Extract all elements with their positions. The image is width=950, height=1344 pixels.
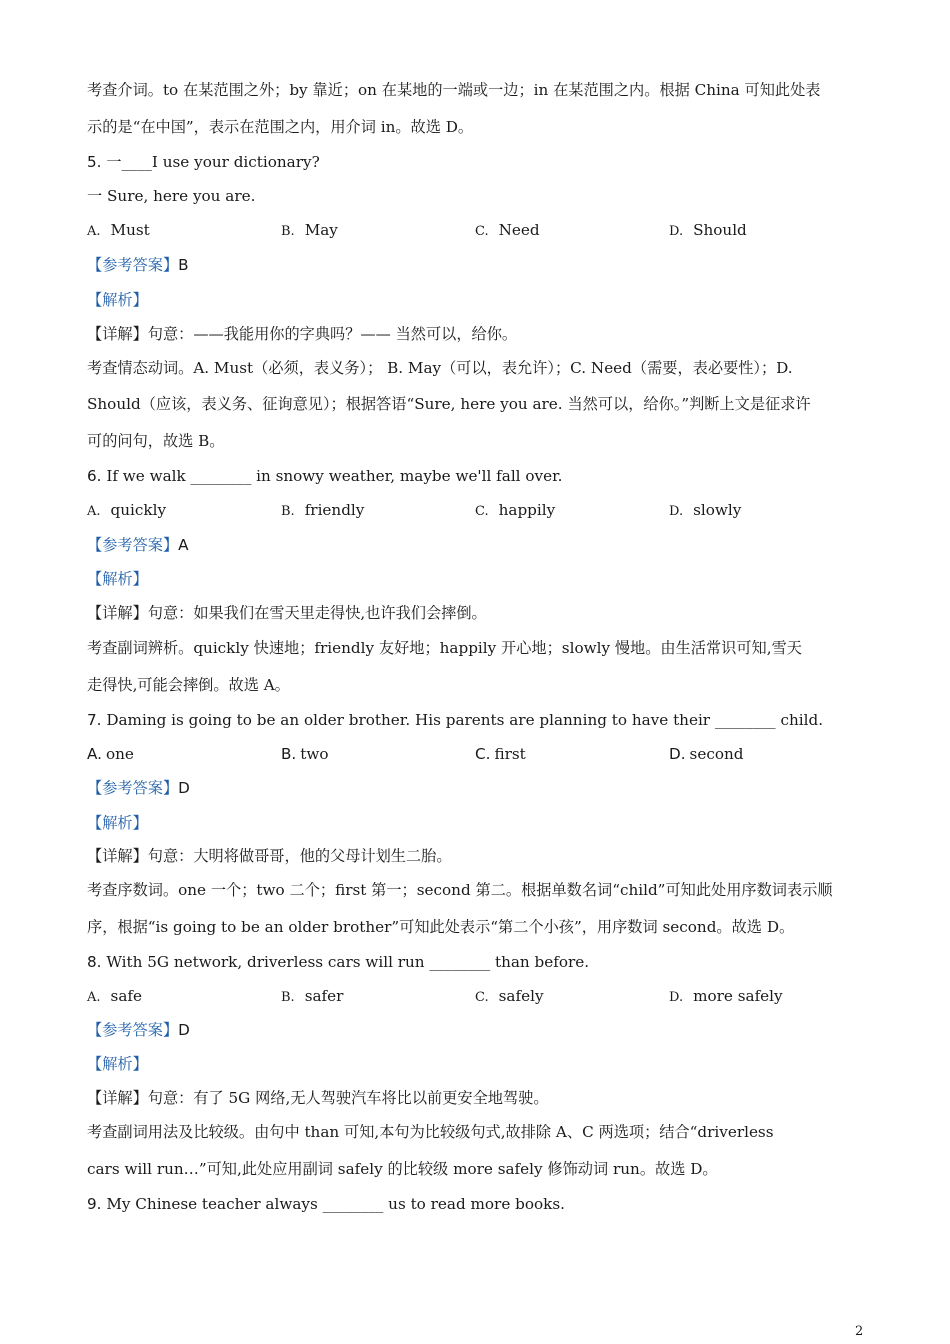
option-b: B. May	[281, 221, 338, 239]
question-5-answer	[87, 255, 189, 275]
answer-value: A	[178, 536, 189, 554]
detail-text: 句意：如果我们在雪天里走得快,也许我们会摔倒。	[147, 604, 487, 622]
detail-label: 【详解】	[87, 325, 148, 343]
option-c: C. first	[475, 745, 526, 763]
question-number: 6.	[87, 467, 102, 485]
option-c: C. Need	[475, 221, 540, 239]
question-number: 9.	[87, 1195, 102, 1213]
answer-label: 【参考答案】	[87, 256, 179, 274]
detail-label: 【详解】	[87, 1089, 148, 1107]
option-a: A. quickly	[87, 501, 167, 519]
question-9-stem	[87, 1194, 565, 1214]
question-5-detail	[87, 324, 517, 344]
question-8-detail	[87, 1088, 549, 1108]
answer-label: 【参考答案】	[87, 536, 179, 554]
detail-text: 句意：有了 5G 网络,无人驾驶汽车将比以前更安全地驾驶。	[147, 1089, 549, 1107]
question-6-analysis-label: 【解析】	[87, 570, 148, 588]
question-7-stem	[87, 710, 823, 730]
question-5-analysis-label: 【解析】	[87, 291, 148, 309]
question-6-options	[87, 500, 863, 520]
answer-value: D	[178, 1021, 190, 1039]
answer-value: D	[178, 779, 190, 797]
question-8-explain-line-2: cars will run…”可知,此处应用副词 safely 的比较级 more safely 修饰动词 run。故选 D。	[87, 1160, 718, 1178]
question-7-answer	[87, 778, 190, 798]
question-text: Daming is going to be an older brother. His parents are planning to have their ________ child.	[106, 711, 824, 729]
question-number: 8.	[87, 953, 102, 971]
option-d: D. Should	[669, 221, 747, 239]
question-8-answer	[87, 1020, 190, 1040]
question-8-stem	[87, 952, 589, 972]
detail-text: 句意：大明将做哥哥，他的父母计划生二胎。	[147, 847, 452, 865]
option-b: B. friendly	[281, 501, 365, 519]
question-text: My Chinese teacher always ________ us to read more books.	[106, 1195, 565, 1213]
question-7-analysis-label: 【解析】	[87, 814, 148, 832]
answer-label: 【参考答案】	[87, 1021, 179, 1039]
option-d: D. slowly	[669, 501, 742, 519]
option-b: B. two	[281, 745, 329, 763]
question-8-options	[87, 986, 863, 1006]
option-a: A. Must	[87, 221, 150, 239]
option-d: D. more safely	[669, 987, 783, 1005]
answer-label: 【参考答案】	[87, 779, 179, 797]
question-7-detail	[87, 846, 452, 866]
question-text: If we walk ________ in snowy weather, maybe we'll fall over.	[106, 467, 563, 485]
question-6-detail	[87, 603, 487, 623]
question-6-explain-line-1: 考查副词辨析。quickly 快速地；friendly 友好地；happily 开心地；slowly 慢地。由生活常识可知,雪天	[87, 639, 802, 657]
option-d: D. second	[669, 745, 744, 763]
question-6-stem	[87, 466, 563, 486]
question-number: 5.	[87, 153, 102, 171]
answer-value: B	[178, 256, 189, 274]
question-5-stem	[87, 152, 320, 172]
option-c: C. safely	[475, 987, 544, 1005]
question-text: 一____I use your dictionary?	[106, 153, 320, 171]
question-6-answer	[87, 535, 189, 555]
detail-text: 句意：——我能用你的字典吗？—— 当然可以，给你。	[147, 325, 518, 343]
page-number: 2	[855, 1324, 864, 1339]
detail-label: 【详解】	[87, 847, 148, 865]
question-7-explain-line-2: 序，根据“is going to be an older brother”可知此处表示“第二个小孩”，用序数词 second。故选 D。	[87, 918, 795, 936]
question-7-explain-line-1: 考查序数词。one 一个；two 二个；first 第一；second 第二。根据单数名词“child”可知此处用序数词表示顺	[87, 881, 833, 899]
question-6-explain-line-2: 走得快,可能会摔倒。故选 A。	[87, 676, 290, 694]
question-8-explain-line-1: 考查副词用法及比较级。由句中 than 可知,本句为比较级句式,故排除 A、C 两选项；结合“driverless	[87, 1123, 774, 1141]
question-5-explain-line-3: 可的问句，故选 B。	[87, 432, 225, 450]
question-8-analysis-label: 【解析】	[87, 1055, 148, 1073]
question-5-reply: 一 Sure, here you are.	[87, 187, 256, 205]
question-number: 7.	[87, 711, 102, 729]
question-7-options	[87, 744, 863, 764]
question-5-explain-line-2: Should（应该，表义务、征询意见）；根据答语“Sure, here you are. 当然可以，给你。”判断上文是征求许	[87, 395, 811, 413]
option-a: A. one	[87, 745, 134, 763]
detail-label: 【详解】	[87, 604, 148, 622]
question-5-explain-line-1: 考查情态动词。A. Must（必须，表义务）； B. May（可以，表允许）；C. Need（需要，表必要性）；D.	[87, 359, 793, 377]
q4-explain-line-2: 示的是“在中国”，表示在范围之内，用介词 in。故选 D。	[87, 118, 474, 136]
option-c: C. happily	[475, 501, 556, 519]
question-5-options	[87, 220, 863, 240]
question-text: With 5G network, driverless cars will run ________ than before.	[106, 953, 590, 971]
q4-explain-line-1: 考查介词。to 在某范围之外；by 靠近；on 在某地的一端或一边；in 在某范围之内。根据 China 可知此处表	[87, 81, 821, 99]
option-b: B. safer	[281, 987, 344, 1005]
option-a: A. safe	[87, 987, 142, 1005]
